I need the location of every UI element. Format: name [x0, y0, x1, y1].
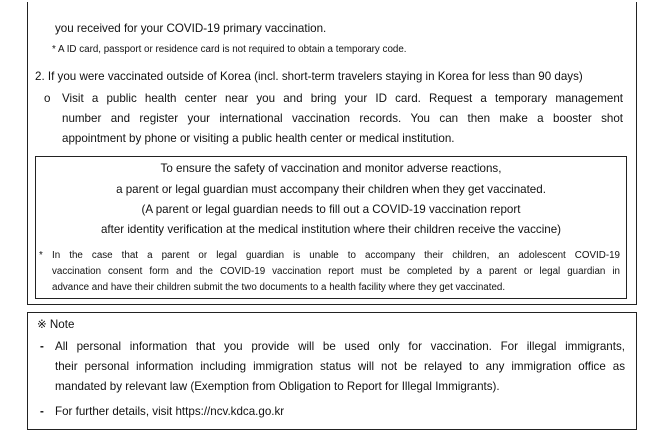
dash-bullet: -	[40, 405, 44, 418]
guardian-line: To ensure the safety of vaccination and monitor adverse reactions,	[160, 162, 502, 175]
bullet-icon: o	[44, 92, 51, 105]
guardian-footnote-line: advance and have their children submit the two documents to a health facility where they get vaccinated.	[52, 282, 506, 293]
guardian-footnote-line: vaccination consent form and the COVID-19 vaccination report must be completed by a parent or legal guardian in	[52, 266, 620, 277]
item2-line: Visit a public health center near you and bring your ID card. Request a temporary management	[62, 92, 623, 105]
note-item-line: their personal information including immigration status will not be relayed to any immigration office as	[55, 360, 625, 373]
guardian-line: (A parent or legal guardian needs to fill out a COVID-19 vaccination report	[141, 203, 521, 216]
guardian-line: after identity verification at the medical institution where their children receive the vaccine)	[100, 223, 562, 236]
footnote-mark: *	[39, 250, 43, 261]
note-item-line: All personal information that you provide will be used only for vaccination. For illegal immigrants,	[55, 340, 625, 353]
item2-line: appointment by phone or visiting a public health center or medical institution.	[62, 132, 455, 145]
note-item-line: mandated by relevant law (Exemption from Obligation to Report for Illegal Immigrants).	[55, 380, 500, 393]
intro-line: you received for your COVID-19 primary vaccination.	[55, 22, 327, 35]
details-link-text[interactable]: For further details, visit https://ncv.kdca.go.kr	[55, 405, 285, 418]
guardian-line: a parent or legal guardian must accompany their children when they get vaccinated.	[116, 183, 546, 196]
item2-heading: 2. If you were vaccinated outside of Korea (incl. short-term travelers staying in Korea for less than 90 days)	[35, 70, 583, 83]
dash-bullet: -	[40, 340, 44, 353]
note-heading: ※ Note	[37, 318, 75, 331]
item2-line: number and register your international vaccination records. You can then make a booster shot	[62, 112, 623, 125]
id-card-note: * A ID card, passport or residence card is not required to obtain a temporary code.	[52, 44, 407, 55]
guardian-footnote-line: In the case that a parent or legal guardian is unable to accompany their children, an adolescent COVID-19	[52, 250, 620, 261]
